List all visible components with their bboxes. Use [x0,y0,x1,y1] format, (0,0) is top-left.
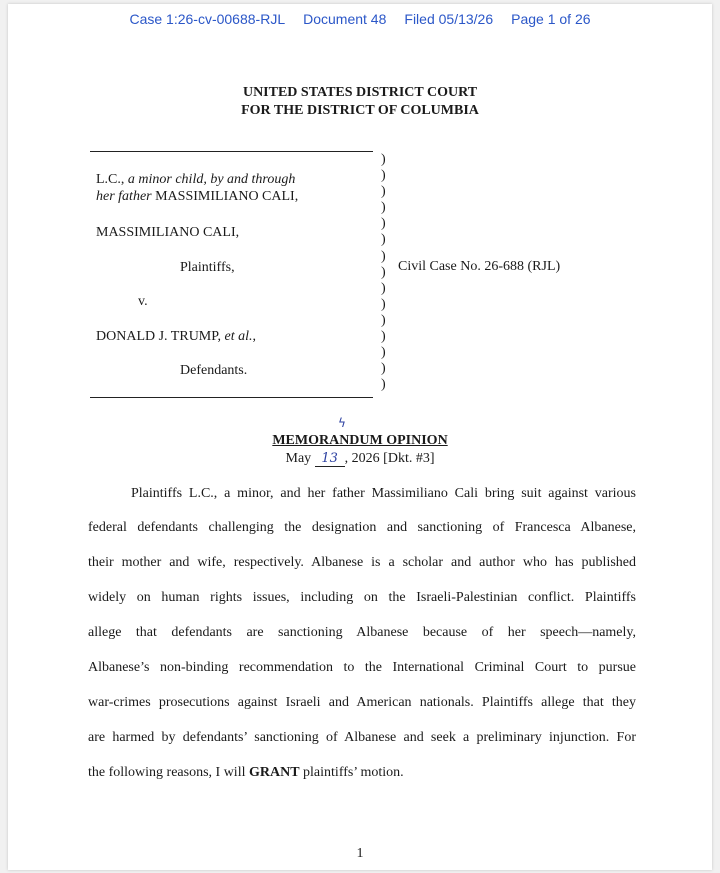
page-number: 1 [356,846,364,861]
header-case-number: Case 1:26-cv-00688-RJL [129,11,286,27]
caption-top-rule [90,151,373,152]
body-last-suffix: plaintiffs’ motion. [299,765,404,780]
body-line-4: widely on human rights issues, including on the Israeli-Palestinian conflict. Plaintiffs [88,590,636,605]
body-line-8: are harmed by defendants’ sanctioning of Albanese and seek a preliminary injunction. For [88,730,636,745]
plaintiff-1-relation: her father [96,189,152,204]
defendant-line [96,328,256,345]
plaintiff-2: MASSIMILIANO CALI, [96,225,240,240]
caption-bottom-rule [90,397,373,398]
defendant-et-al: et al. [224,329,253,344]
versus: v. [138,294,148,309]
body-last-prefix: the following reasons, I will [88,765,249,780]
body-line-7: war-crimes prosecutions against Israeli and American nationals. Plaintiffs allege that they [88,695,636,710]
defendant-name: DONALD J. TRUMP, [96,329,225,344]
court-name [0,84,720,120]
grant-emphasis: GRANT [248,765,300,780]
defendants-label: Defendants. [180,363,248,378]
plaintiff-1-line-1 [96,171,295,188]
ecf-header [0,11,720,27]
header-page: Page 1 of 26 [511,11,591,27]
caption-parentheses: ) ) ) ) ) ) ) ) ) ) ) ) ) ) ) [381,152,386,393]
body-line-5: allege that defendants are sanctioning Albanese because of her speech—namely, [88,625,636,640]
header-document: Document 48 [303,11,387,27]
plaintiffs-label: Plaintiffs, [180,260,235,275]
header-filed-date: Filed 05/13/26 [404,11,494,27]
plaintiff-1-line-2 [96,188,298,205]
body-line-3: their mother and wife, respectively. Albanese is a scholar and author who has published [88,555,636,570]
plaintiff-1-descriptor: a minor child, by and through [127,172,296,187]
date-month: May [285,451,315,466]
handwritten-date: 13 [315,452,345,467]
body-line-2: federal defendants challenging the designation and sanctioning of Francesca Albanese, [88,520,636,535]
body-line-9 [88,765,636,781]
handwritten-mark: ϟ [338,416,346,430]
court-line-2: FOR THE DISTRICT OF COLUMBIA [241,103,479,118]
date-year-docket: , 2026 [Dkt. #3] [344,451,435,466]
opinion-title: MEMORANDUM OPINION [272,433,448,448]
body-line-1: Plaintiffs L.C., a minor, and her father Massimiliano Cali bring suit against various [131,486,636,501]
case-number: Civil Case No. 26-688 (RJL) [398,259,561,274]
plaintiff-1-father: MASSIMILIANO CALI, [151,189,299,204]
court-line-1: UNITED STATES DISTRICT COURT [242,85,478,100]
plaintiff-1-name: L.C., [96,172,128,187]
body-line-6: Albanese’s non-binding recommendation to the International Criminal Court to pursue [88,660,636,675]
opinion-date-line [0,451,720,467]
defendant-comma: , [252,329,256,344]
